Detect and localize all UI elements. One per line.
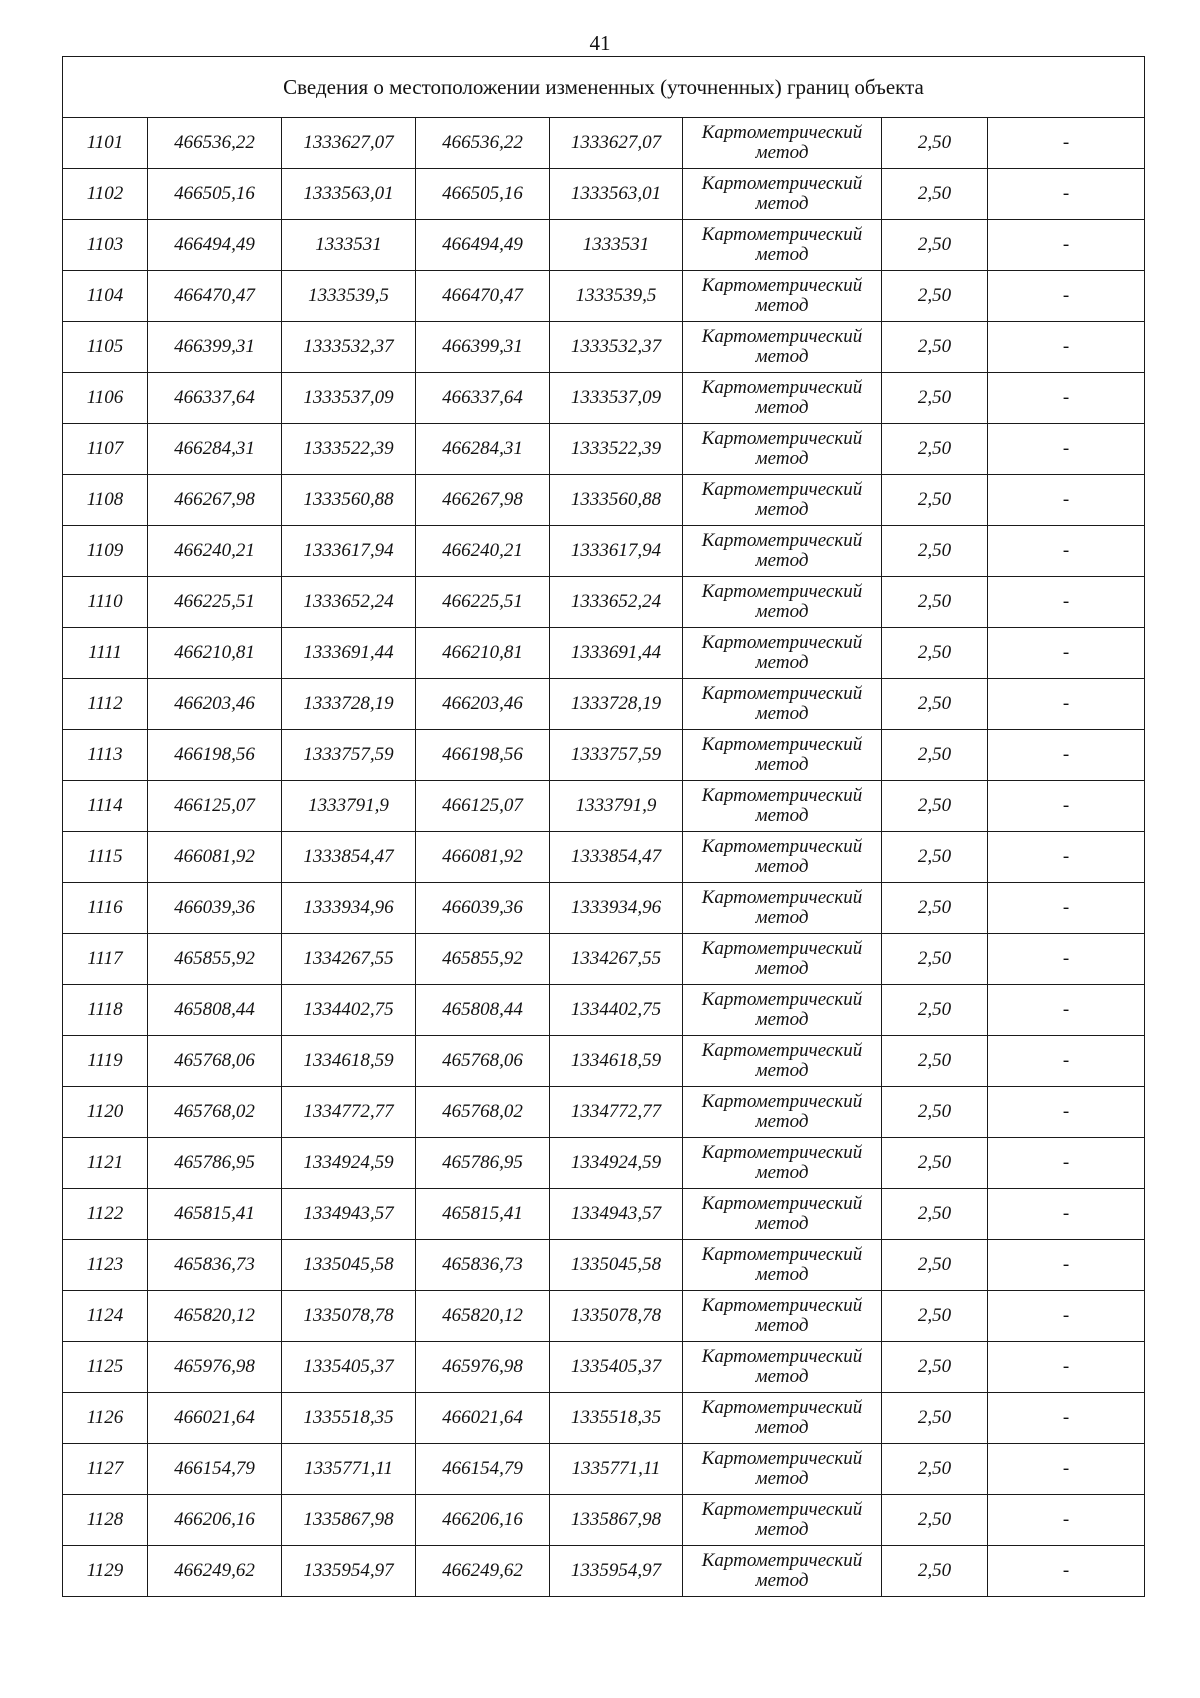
cell-x-2: 465836,73 [416,1240,550,1291]
cell-dash: - [988,679,1145,730]
cell-y-1: 1333854,47 [282,832,416,883]
cell-x-2: 465768,02 [416,1087,550,1138]
cell-y-1: 1333728,19 [282,679,416,730]
cell-x-2: 466337,64 [416,373,550,424]
cell-x-1: 465768,06 [148,1036,282,1087]
cell-y-2: 1333560,88 [550,475,683,526]
table-row [63,1036,1145,1087]
cell-x-2: 465820,12 [416,1291,550,1342]
cell-dash: - [988,1546,1145,1597]
cell-accuracy: 2,50 [882,526,988,577]
table-row [63,934,1145,985]
cell-y-2: 1334267,55 [550,934,683,985]
cell-y-1: 1333652,24 [282,577,416,628]
cell-accuracy: 2,50 [882,577,988,628]
cell-y-1: 1334924,59 [282,1138,416,1189]
cell-dash: - [988,373,1145,424]
cell-x-2: 465786,95 [416,1138,550,1189]
cell-y-1: 1333757,59 [282,730,416,781]
cell-method: Картометрический метод [683,1087,882,1138]
cell-y-2: 1333934,96 [550,883,683,934]
cell-x-2: 466125,07 [416,781,550,832]
cell-y-2: 1333728,19 [550,679,683,730]
cell-accuracy: 2,50 [882,1444,988,1495]
cell-method: Картометрический метод [683,1291,882,1342]
cell-point-number: 1127 [63,1444,148,1495]
cell-y-2: 1333539,5 [550,271,683,322]
cell-method: Картометрический метод [683,526,882,577]
boundary-coordinates-table [62,56,1145,1597]
cell-point-number: 1107 [63,424,148,475]
table-row [63,1342,1145,1393]
cell-method: Картометрический метод [683,373,882,424]
cell-y-2: 1333691,44 [550,628,683,679]
cell-accuracy: 2,50 [882,1036,988,1087]
cell-x-2: 466021,64 [416,1393,550,1444]
cell-y-2: 1335078,78 [550,1291,683,1342]
table-row [63,1291,1145,1342]
cell-point-number: 1122 [63,1189,148,1240]
cell-dash: - [988,883,1145,934]
cell-method: Картометрический метод [683,1546,882,1597]
cell-x-1: 465786,95 [148,1138,282,1189]
cell-y-1: 1333522,39 [282,424,416,475]
cell-point-number: 1120 [63,1087,148,1138]
table-title-row [63,57,1145,118]
cell-y-2: 1333531 [550,220,683,271]
cell-x-2: 465855,92 [416,934,550,985]
cell-dash: - [988,832,1145,883]
cell-dash: - [988,271,1145,322]
cell-y-2: 1333537,09 [550,373,683,424]
cell-x-1: 466081,92 [148,832,282,883]
cell-dash: - [988,1087,1145,1138]
cell-point-number: 1102 [63,169,148,220]
cell-accuracy: 2,50 [882,118,988,169]
cell-accuracy: 2,50 [882,628,988,679]
cell-point-number: 1121 [63,1138,148,1189]
table-row [63,271,1145,322]
cell-point-number: 1111 [63,628,148,679]
cell-dash: - [988,322,1145,373]
cell-y-1: 1333531 [282,220,416,271]
cell-y-1: 1333691,44 [282,628,416,679]
cell-point-number: 1110 [63,577,148,628]
cell-x-2: 466267,98 [416,475,550,526]
cell-x-1: 466021,64 [148,1393,282,1444]
table-row [63,1546,1145,1597]
cell-dash: - [988,1036,1145,1087]
cell-accuracy: 2,50 [882,169,988,220]
cell-y-2: 1335405,37 [550,1342,683,1393]
cell-accuracy: 2,50 [882,679,988,730]
cell-x-1: 466536,22 [148,118,282,169]
cell-accuracy: 2,50 [882,1342,988,1393]
cell-y-1: 1334943,57 [282,1189,416,1240]
cell-y-1: 1333537,09 [282,373,416,424]
cell-x-1: 466206,16 [148,1495,282,1546]
table-row [63,883,1145,934]
cell-y-2: 1333522,39 [550,424,683,475]
cell-x-2: 465815,41 [416,1189,550,1240]
cell-y-2: 1334772,77 [550,1087,683,1138]
cell-dash: - [988,1189,1145,1240]
table-row [63,985,1145,1036]
cell-method: Картометрический метод [683,118,882,169]
cell-y-1: 1333539,5 [282,271,416,322]
cell-accuracy: 2,50 [882,985,988,1036]
cell-x-2: 466240,21 [416,526,550,577]
cell-accuracy: 2,50 [882,220,988,271]
cell-x-1: 465855,92 [148,934,282,985]
cell-point-number: 1118 [63,985,148,1036]
cell-point-number: 1116 [63,883,148,934]
cell-point-number: 1126 [63,1393,148,1444]
cell-point-number: 1106 [63,373,148,424]
cell-accuracy: 2,50 [882,730,988,781]
cell-x-1: 466125,07 [148,781,282,832]
cell-method: Картометрический метод [683,832,882,883]
cell-x-1: 466240,21 [148,526,282,577]
cell-dash: - [988,730,1145,781]
cell-x-1: 466249,62 [148,1546,282,1597]
cell-dash: - [988,475,1145,526]
cell-y-2: 1333652,24 [550,577,683,628]
cell-point-number: 1123 [63,1240,148,1291]
cell-dash: - [988,1342,1145,1393]
cell-accuracy: 2,50 [882,271,988,322]
cell-accuracy: 2,50 [882,322,988,373]
table-row [63,373,1145,424]
cell-accuracy: 2,50 [882,1495,988,1546]
cell-x-2: 465768,06 [416,1036,550,1087]
cell-y-1: 1335078,78 [282,1291,416,1342]
table-row [63,781,1145,832]
cell-x-2: 466225,51 [416,577,550,628]
cell-x-1: 466225,51 [148,577,282,628]
cell-accuracy: 2,50 [882,1138,988,1189]
cell-point-number: 1101 [63,118,148,169]
cell-y-2: 1333563,01 [550,169,683,220]
cell-y-2: 1333532,37 [550,322,683,373]
cell-x-2: 466203,46 [416,679,550,730]
cell-x-1: 466505,16 [148,169,282,220]
cell-method: Картометрический метод [683,424,882,475]
cell-method: Картометрический метод [683,1138,882,1189]
cell-x-2: 466536,22 [416,118,550,169]
cell-y-2: 1333617,94 [550,526,683,577]
cell-x-1: 465820,12 [148,1291,282,1342]
cell-method: Картометрический метод [683,1444,882,1495]
cell-y-2: 1335771,11 [550,1444,683,1495]
cell-method: Картометрический метод [683,1036,882,1087]
table-row [63,169,1145,220]
table-row [63,1495,1145,1546]
cell-method: Картометрический метод [683,1342,882,1393]
cell-x-2: 466505,16 [416,169,550,220]
cell-y-2: 1333627,07 [550,118,683,169]
cell-method: Картометрический метод [683,220,882,271]
cell-x-1: 466284,31 [148,424,282,475]
cell-method: Картометрический метод [683,679,882,730]
cell-dash: - [988,1291,1145,1342]
cell-y-1: 1334772,77 [282,1087,416,1138]
cell-dash: - [988,118,1145,169]
table-row [63,577,1145,628]
cell-accuracy: 2,50 [882,832,988,883]
table-title: Сведения о местоположении измененных (уточненных) границ объекта [63,57,1145,118]
cell-point-number: 1103 [63,220,148,271]
cell-point-number: 1128 [63,1495,148,1546]
cell-y-1: 1333560,88 [282,475,416,526]
table-header [63,57,1145,118]
cell-method: Картометрический метод [683,628,882,679]
cell-x-1: 466203,46 [148,679,282,730]
cell-y-1: 1335405,37 [282,1342,416,1393]
cell-point-number: 1105 [63,322,148,373]
cell-dash: - [988,934,1145,985]
cell-accuracy: 2,50 [882,1240,988,1291]
cell-y-1: 1333627,07 [282,118,416,169]
cell-y-1: 1335771,11 [282,1444,416,1495]
cell-y-1: 1333791,9 [282,781,416,832]
cell-x-2: 466081,92 [416,832,550,883]
cell-x-1: 466337,64 [148,373,282,424]
table-row [63,1240,1145,1291]
cell-accuracy: 2,50 [882,424,988,475]
cell-x-1: 465768,02 [148,1087,282,1138]
table-row [63,475,1145,526]
cell-accuracy: 2,50 [882,1393,988,1444]
cell-y-2: 1335954,97 [550,1546,683,1597]
cell-point-number: 1117 [63,934,148,985]
cell-x-2: 466210,81 [416,628,550,679]
cell-dash: - [988,781,1145,832]
cell-dash: - [988,985,1145,1036]
cell-method: Картометрический метод [683,1240,882,1291]
cell-dash: - [988,526,1145,577]
cell-y-1: 1334618,59 [282,1036,416,1087]
cell-y-2: 1334402,75 [550,985,683,1036]
cell-y-1: 1335045,58 [282,1240,416,1291]
cell-y-2: 1333791,9 [550,781,683,832]
cell-y-2: 1333757,59 [550,730,683,781]
table-row [63,118,1145,169]
table-row [63,424,1145,475]
cell-x-2: 465808,44 [416,985,550,1036]
cell-y-2: 1334943,57 [550,1189,683,1240]
cell-accuracy: 2,50 [882,781,988,832]
cell-method: Картометрический метод [683,1495,882,1546]
cell-y-1: 1334267,55 [282,934,416,985]
cell-y-2: 1334618,59 [550,1036,683,1087]
page-number: 41 [589,31,611,55]
cell-y-1: 1333532,37 [282,322,416,373]
cell-dash: - [988,169,1145,220]
table-row [63,628,1145,679]
table-body [63,118,1145,1597]
cell-accuracy: 2,50 [882,1087,988,1138]
cell-point-number: 1114 [63,781,148,832]
cell-y-1: 1335867,98 [282,1495,416,1546]
table-row [63,679,1145,730]
cell-point-number: 1125 [63,1342,148,1393]
cell-method: Картометрический метод [683,883,882,934]
cell-dash: - [988,1240,1145,1291]
cell-accuracy: 2,50 [882,373,988,424]
cell-x-1: 466198,56 [148,730,282,781]
table-row [63,526,1145,577]
cell-y-1: 1333563,01 [282,169,416,220]
cell-x-1: 466039,36 [148,883,282,934]
cell-y-2: 1333854,47 [550,832,683,883]
cell-method: Картометрический метод [683,730,882,781]
cell-x-1: 465808,44 [148,985,282,1036]
table-row [63,322,1145,373]
cell-dash: - [988,220,1145,271]
cell-y-1: 1334402,75 [282,985,416,1036]
cell-point-number: 1124 [63,1291,148,1342]
cell-method: Картометрический метод [683,934,882,985]
table-row [63,1138,1145,1189]
cell-method: Картометрический метод [683,322,882,373]
cell-x-1: 465976,98 [148,1342,282,1393]
cell-method: Картометрический метод [683,1393,882,1444]
cell-point-number: 1129 [63,1546,148,1597]
cell-dash: - [988,1444,1145,1495]
cell-x-2: 465976,98 [416,1342,550,1393]
cell-x-1: 466399,31 [148,322,282,373]
cell-x-1: 465815,41 [148,1189,282,1240]
cell-point-number: 1108 [63,475,148,526]
cell-x-2: 466249,62 [416,1546,550,1597]
cell-x-2: 466399,31 [416,322,550,373]
cell-accuracy: 2,50 [882,1189,988,1240]
cell-x-2: 466206,16 [416,1495,550,1546]
cell-point-number: 1119 [63,1036,148,1087]
cell-point-number: 1104 [63,271,148,322]
cell-dash: - [988,1393,1145,1444]
table-row [63,730,1145,781]
cell-method: Картометрический метод [683,475,882,526]
cell-accuracy: 2,50 [882,475,988,526]
cell-dash: - [988,424,1145,475]
cell-dash: - [988,1138,1145,1189]
cell-point-number: 1112 [63,679,148,730]
table-row [63,832,1145,883]
cell-method: Картометрический метод [683,985,882,1036]
cell-point-number: 1113 [63,730,148,781]
cell-x-2: 466470,47 [416,271,550,322]
cell-x-1: 466210,81 [148,628,282,679]
cell-x-1: 466470,47 [148,271,282,322]
cell-accuracy: 2,50 [882,1291,988,1342]
cell-method: Картометрический метод [683,1189,882,1240]
cell-x-1: 466154,79 [148,1444,282,1495]
cell-point-number: 1109 [63,526,148,577]
cell-accuracy: 2,50 [882,1546,988,1597]
cell-method: Картометрический метод [683,169,882,220]
cell-y-1: 1335518,35 [282,1393,416,1444]
cell-dash: - [988,1495,1145,1546]
cell-x-2: 466494,49 [416,220,550,271]
cell-y-2: 1335867,98 [550,1495,683,1546]
cell-method: Картометрический метод [683,271,882,322]
cell-y-1: 1333934,96 [282,883,416,934]
cell-y-2: 1334924,59 [550,1138,683,1189]
table-row [63,1189,1145,1240]
cell-x-2: 466039,36 [416,883,550,934]
cell-x-1: 466494,49 [148,220,282,271]
cell-point-number: 1115 [63,832,148,883]
cell-x-1: 466267,98 [148,475,282,526]
cell-dash: - [988,628,1145,679]
cell-x-1: 465836,73 [148,1240,282,1291]
table-row [63,1087,1145,1138]
table-row [63,1393,1145,1444]
cell-x-2: 466198,56 [416,730,550,781]
table-row [63,220,1145,271]
cell-method: Картометрический метод [683,577,882,628]
cell-y-2: 1335518,35 [550,1393,683,1444]
cell-accuracy: 2,50 [882,934,988,985]
cell-method: Картометрический метод [683,781,882,832]
cell-dash: - [988,577,1145,628]
cell-y-1: 1335954,97 [282,1546,416,1597]
table-row [63,1444,1145,1495]
cell-x-2: 466284,31 [416,424,550,475]
cell-y-2: 1335045,58 [550,1240,683,1291]
cell-y-1: 1333617,94 [282,526,416,577]
cell-x-2: 466154,79 [416,1444,550,1495]
cell-accuracy: 2,50 [882,883,988,934]
